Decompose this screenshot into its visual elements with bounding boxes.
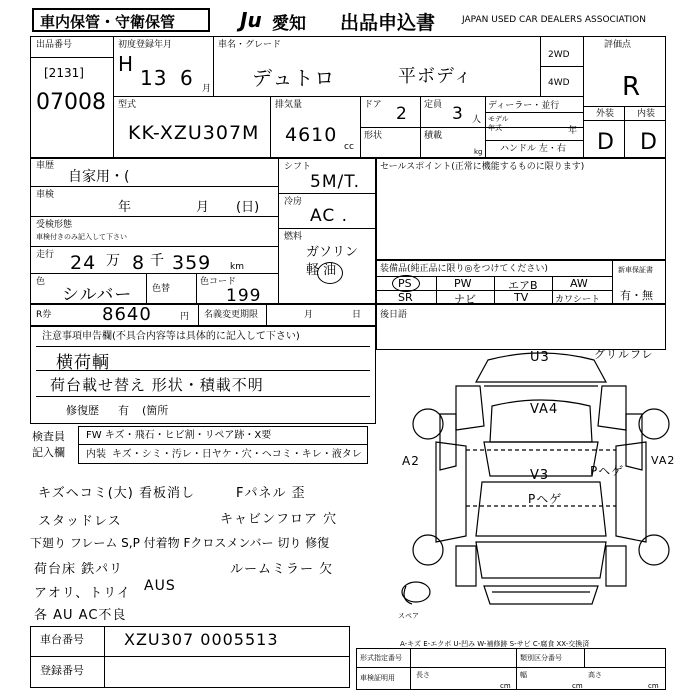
org-name: 愛知 bbox=[272, 14, 306, 34]
r-ticket-label: R券 bbox=[36, 310, 52, 320]
car-name-label: 車名・グレード bbox=[218, 40, 282, 50]
history-value: 自家用・( bbox=[68, 169, 130, 185]
doors-label: ドア bbox=[364, 100, 382, 110]
inspector-label: 検査員 bbox=[32, 430, 65, 443]
cert-label: 車検証明用 bbox=[360, 674, 395, 682]
color-value: シルバー bbox=[62, 285, 133, 305]
exterior-grade: D bbox=[597, 130, 615, 155]
ju-logo: Ju bbox=[240, 8, 262, 32]
lot-number-label: 出品番号 bbox=[36, 40, 73, 50]
mileage-man: 24 bbox=[70, 252, 97, 274]
interior-row-label: 内装 bbox=[86, 449, 106, 460]
name-month: 月 bbox=[304, 310, 314, 320]
month-suffix: 月 bbox=[202, 84, 212, 94]
eq-aw: AW bbox=[570, 277, 588, 290]
eq-ps: PS bbox=[398, 277, 412, 290]
equipment-label: 装備品(純正品に限り◎をつけてください) bbox=[380, 264, 548, 274]
length-cm: cm bbox=[500, 682, 511, 690]
after-box bbox=[376, 304, 666, 350]
entry-label: 記入欄 bbox=[32, 446, 65, 459]
insp-day: (日) bbox=[236, 200, 260, 215]
damage-note-1: キズヘコミ(大) 看板消し bbox=[38, 486, 196, 501]
damage-note-2: スタッドレス bbox=[38, 514, 122, 529]
model-year-label: モデル 年式 bbox=[488, 115, 509, 132]
color-label: 色 bbox=[36, 277, 46, 287]
r-ticket-amount: 8640 bbox=[102, 304, 152, 325]
association-name: JAPAN USED CAR DEALERS ASSOCIATION bbox=[462, 15, 646, 25]
handle-label: ハンドル 左・右 bbox=[500, 144, 566, 154]
damage-note-6: 各 AU AC不良 bbox=[34, 608, 127, 623]
era: H bbox=[118, 52, 135, 76]
model-label: 型式 bbox=[118, 100, 137, 110]
capacity-unit: 人 bbox=[472, 115, 482, 125]
note-line-1: 横荷輌 bbox=[56, 353, 110, 373]
fuel-label: 燃料 bbox=[284, 232, 303, 242]
sen-unit: 千 bbox=[150, 253, 164, 269]
mileage-rest: 359 bbox=[172, 252, 212, 274]
lot-number: 07008 bbox=[36, 90, 106, 115]
model-value: KK-XZU307M bbox=[128, 122, 260, 144]
diag-grill: グリルフレ bbox=[594, 348, 654, 361]
form-title: 出品申込書 bbox=[340, 12, 436, 34]
doors-value: 2 bbox=[396, 104, 408, 124]
first-reg-label: 初度登録年月 bbox=[118, 40, 173, 50]
note-line-2: 荷台載せ替え 形状・積載不明 bbox=[50, 376, 264, 394]
damage-note-5: アオリ、トリイ bbox=[34, 586, 131, 601]
insp-month: 月 bbox=[196, 200, 210, 215]
chassis-label: 車台番号 bbox=[40, 633, 84, 646]
yen-label: 円 bbox=[180, 312, 190, 322]
diag-a2-left: A2 bbox=[402, 454, 420, 468]
name-change-label: 名義変更期限 bbox=[204, 310, 259, 320]
chassis-value: XZU307 0005513 bbox=[124, 630, 279, 649]
shift-label: シフト bbox=[284, 162, 312, 172]
r-ticket-row bbox=[30, 304, 376, 326]
capacity-value: 3 bbox=[452, 104, 464, 124]
fuel-value: ガソリン 軽 油 bbox=[306, 245, 359, 278]
mileage-sen: 8 bbox=[132, 252, 146, 274]
cert-type-label: 形式指定番号 bbox=[360, 654, 402, 662]
sales-point-box bbox=[376, 158, 666, 260]
lot-bracket: [2131] bbox=[44, 66, 84, 80]
shape-label: 形状 bbox=[364, 131, 383, 141]
damage-legend: A-キズ E-エクボ U-凹み W-補修跡 S-サビ C-腐食 XX-交換済 bbox=[400, 640, 590, 648]
car-grade: 平ボディ bbox=[398, 66, 473, 87]
damage-note-4: 荷台床 鉄パリ bbox=[34, 562, 124, 577]
kg-label: kg bbox=[474, 148, 483, 156]
length-label: 長さ bbox=[416, 671, 430, 679]
fw-row: FW キズ・飛石・ヒビ割・リペア跡・X要 bbox=[86, 430, 272, 441]
capacity-label: 定員 bbox=[424, 100, 443, 110]
eq-seat: カワシート bbox=[555, 295, 601, 305]
displacement-label: 排気量 bbox=[275, 100, 303, 110]
reg-year: 13 bbox=[140, 66, 168, 90]
inspection-label: 車検 bbox=[36, 190, 55, 200]
eq-tv: TV bbox=[514, 291, 529, 304]
reg-month: 6 bbox=[180, 66, 194, 90]
shift-value: 5M/T. bbox=[310, 172, 360, 192]
diag-u3: U3 bbox=[530, 350, 550, 365]
repair-location: (箇所 bbox=[142, 404, 169, 417]
color-code-label: 色コード bbox=[200, 277, 237, 287]
name-day: 日 bbox=[352, 310, 362, 320]
interior-label: 内装 bbox=[637, 109, 656, 119]
repair-yes: 有 bbox=[118, 404, 129, 417]
man-unit: 万 bbox=[106, 253, 120, 269]
warranty-yn: 有・無 bbox=[620, 289, 653, 302]
damage-note-1b: Fパネル 歪 bbox=[236, 486, 306, 501]
receipt-label: 受検形態 bbox=[36, 220, 73, 230]
mileage-label: 走行 bbox=[36, 250, 55, 260]
year-suffix: 年 bbox=[568, 126, 578, 136]
4wd-label: 4WD bbox=[548, 78, 570, 88]
damage-note-5b: AUS bbox=[144, 578, 176, 594]
eq-ps-circle bbox=[392, 275, 420, 292]
notes-title: 注意事項申告欄(不具合内容等は具体的に記入して下さい) bbox=[42, 331, 300, 342]
diag-v3: V3 bbox=[530, 468, 550, 483]
ac-label: 冷房 bbox=[284, 197, 303, 207]
storage-label: 車内保管・守衛保管 bbox=[40, 13, 176, 31]
load-label: 積載 bbox=[424, 131, 443, 141]
color-change-label: 色替 bbox=[152, 284, 171, 294]
height-cm: cm bbox=[648, 682, 659, 690]
evaluation-label: 評価点 bbox=[604, 40, 632, 50]
cat-no-label: 類別区分番号 bbox=[520, 654, 562, 662]
spec-box bbox=[356, 648, 666, 690]
diag-va4: VA4 bbox=[530, 402, 559, 417]
dealer-label: ディーラー・並行 bbox=[488, 101, 560, 111]
reg-no-label: 登録番号 bbox=[40, 664, 84, 677]
diag-pv-right: Pヘゲ bbox=[590, 464, 625, 478]
car-diagram bbox=[396, 346, 686, 626]
diag-va2: VA2 bbox=[651, 454, 676, 467]
width-cm: cm bbox=[572, 682, 583, 690]
damage-note-3: 下廻り フレーム S,P 付着物 Fクロスメンバー 切り 修復 bbox=[30, 536, 330, 550]
height-label: 高さ bbox=[588, 671, 602, 679]
cc-label: cc bbox=[344, 142, 354, 152]
exterior-label: 外装 bbox=[596, 109, 615, 119]
damage-note-4b: ルームミラー 欠 bbox=[230, 562, 334, 577]
color-code: 199 bbox=[226, 286, 262, 306]
2wd-label: 2WD bbox=[548, 50, 570, 60]
width-label: 幅 bbox=[520, 671, 527, 679]
receipt-note: 車検付きのみ記入して下さい bbox=[36, 233, 127, 241]
eq-sr: SR bbox=[398, 291, 413, 304]
eq-navi: ナビ bbox=[454, 293, 476, 306]
car-name: デュトロ bbox=[252, 66, 336, 90]
diag-pv-center: Pヘゲ bbox=[528, 492, 563, 506]
after-label: 後日語 bbox=[380, 310, 408, 320]
interior-marks: キズ・シミ・汚レ・日ヤケ・穴・ヘコミ・キレ・液タレ bbox=[112, 449, 362, 460]
km-unit: km bbox=[230, 262, 244, 272]
displacement: 4610 bbox=[285, 124, 338, 146]
damage-note-2b: キャビンフロア 穴 bbox=[220, 512, 338, 527]
spare-label: スペア bbox=[398, 612, 419, 620]
insp-year: 年 bbox=[118, 200, 132, 215]
ac-value: AC . bbox=[310, 206, 349, 226]
fuel-circle bbox=[317, 262, 343, 284]
eval-score: R bbox=[622, 72, 642, 102]
repair-history-label: 修復歴 bbox=[66, 404, 99, 417]
sales-point-label: セールスポイント(正常に機能するものに限ります) bbox=[380, 162, 585, 172]
warranty-label: 新車保証書 bbox=[618, 266, 653, 274]
interior-grade: D bbox=[640, 130, 658, 155]
history-label: 車歴 bbox=[36, 161, 55, 171]
eq-pw: PW bbox=[454, 277, 472, 290]
eq-airbag: エアB bbox=[508, 279, 538, 292]
